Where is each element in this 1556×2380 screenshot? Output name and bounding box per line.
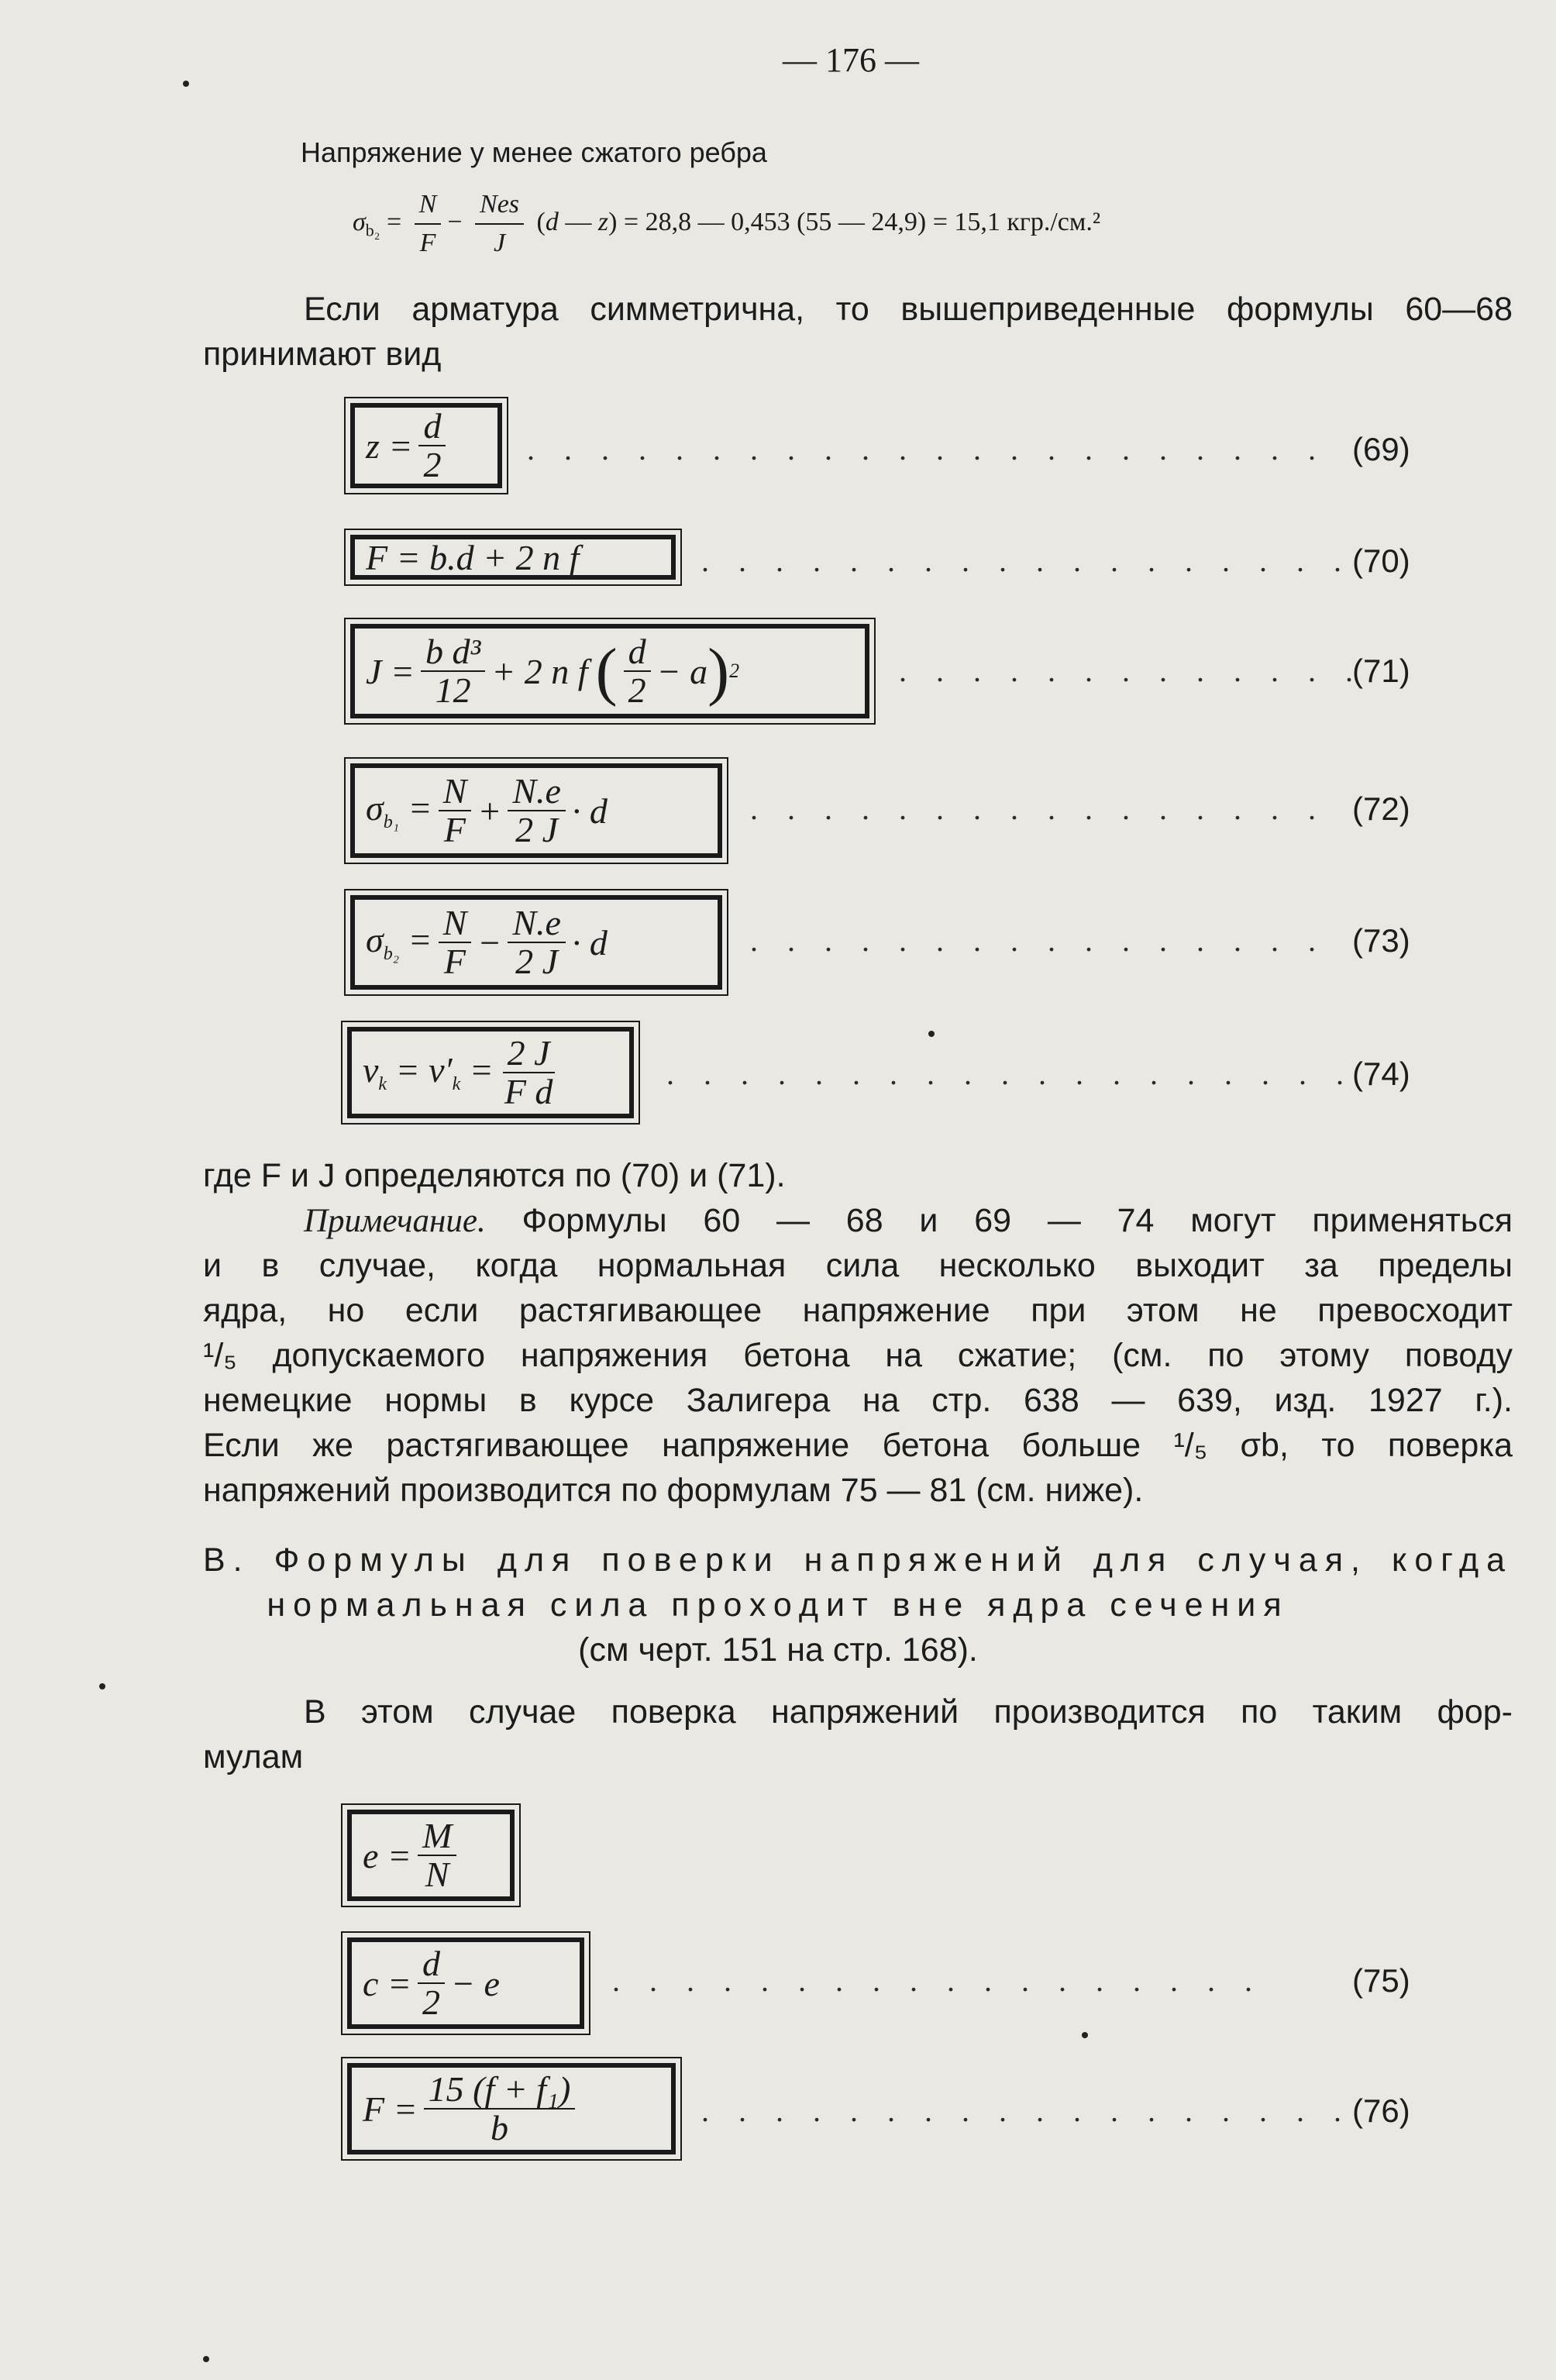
eqno-72: (72): [1352, 790, 1410, 827]
note-line3: ядра, но если растягивающее напряжение при этом не превосходит: [203, 1292, 1513, 1329]
section-heading-line1: В. Формулы для поверки напряжений для случая, когда: [203, 1541, 1513, 1579]
ink-speck: [1082, 2032, 1088, 2038]
eqno-75: (75): [1352, 1962, 1410, 1999]
leader-dots: . . . . . . . . . . . . . . . . . .: [701, 543, 1352, 578]
note-label: Примечание.: [304, 1203, 486, 1239]
section-heading-line3: (см черт. 151 на стр. 168).: [578, 1631, 978, 1669]
formula-69-box: z = $\frac{d}{2}$: [350, 403, 502, 488]
ink-speck: [203, 2356, 209, 2362]
formula-76-box: F = $\frac{\text{15 (f + f₁)}}{b}$: [347, 2063, 676, 2154]
eqno-71: (71): [1352, 653, 1410, 689]
note-line2: и в случае, когда нормальная сила несколько выходит за пределы: [203, 1247, 1513, 1284]
formula-71-box: J = $\frac{\text{b d³}}{12}$ + 2 n f ( $\frac{d}{2}$ − a ) 2: [350, 624, 869, 718]
eqno-73: (73): [1352, 922, 1410, 959]
formula-72-box: $\sigma_{b_1}$ = $\frac{N}{F}$ + $\frac{N.e}{2 J}$ · d: [350, 763, 722, 858]
eqno-69: (69): [1352, 431, 1410, 467]
leader-dots: . . . . . . . . . . . . . . . .: [750, 923, 1327, 958]
ink-speck: [99, 1683, 105, 1689]
formula-73-box: $\sigma_{b_2}$ = $\frac{N}{F}$ − $\frac{N.e}{2 J}$ · d: [350, 895, 722, 990]
eqno-70: (70): [1352, 542, 1410, 579]
para1-line2: принимают вид: [203, 336, 442, 373]
formula-75-box: c = $\frac{d}{2}$ − e: [347, 1937, 584, 2029]
leader-dots: . . . . . . . . . . . . .: [899, 653, 1364, 688]
page-number: — 176 —: [783, 41, 919, 79]
formula-70-box: F = b.d + 2 n f: [350, 535, 676, 580]
note-line1: [304, 1198, 1513, 1244]
formula-74-box: $v_k = v'_k$ = $\frac{2 J}{\text{F d}}$: [347, 1027, 634, 1118]
leader-dots: . . . . . . . . . . . . . . . . . . .: [666, 1056, 1355, 1091]
section-heading-line2: нормальная сила проходит вне ядра сечения: [267, 1586, 1289, 1624]
para2-line2: мулам: [203, 1738, 304, 1776]
ink-speck: [183, 81, 189, 87]
eqno-76: (76): [1352, 2092, 1410, 2129]
eqno-74: (74): [1352, 1056, 1410, 1092]
section-subheading: Напряжение у менее сжатого ребра: [301, 136, 767, 168]
leader-dots: . . . . . . . . . . . . . . . . . .: [612, 1963, 1263, 1998]
note-line5: немецкие нормы в курсе Залигера на стр. 638 — 639, изд. 1927 г.).: [203, 1382, 1513, 1419]
note-line1-text: Формулы 60 — 68 и 69 — 74 могут применяться: [522, 1202, 1513, 1239]
note-line7: напряжений производится по формулам 75 — 81 (см. ниже).: [203, 1472, 1144, 1509]
note-line4: ¹/₅ допускаемого напряжения бетона на сжатие; (см. по этому поводу: [203, 1337, 1513, 1374]
leader-dots: . . . . . . . . . . . . . . . . . .: [701, 2093, 1352, 2128]
leader-dots: . . . . . . . . . . . . . . . .: [750, 791, 1327, 826]
note-line6: Если же растягивающее напряжение бетона больше ¹/₅ σb, то поверка: [203, 1427, 1513, 1464]
ink-speck: [928, 1031, 935, 1037]
para1-line1: Если арматура симметрична, то вышеприведенные формулы 60—68: [304, 291, 1513, 328]
para2-line1: В этом случае поверка напряжений производится по таким фор-: [304, 1693, 1513, 1731]
leader-dots: . . . . . . . . . . . . . . . . . . . . . .: [527, 432, 1327, 467]
formula-e-box: e = $\frac{M}{N}$: [347, 1810, 515, 1901]
intro-formula: $\sigma_{b_2}$ = $\frac{N}{F}$ − $\frac{\text{Nes}}{J}$ (d — z) = 28,8 — 0,453 (55 — 24,9) = 15,1 кгр./см.²: [353, 186, 1100, 262]
where-line: где F и J определяются по (70) и (71).: [203, 1157, 786, 1194]
